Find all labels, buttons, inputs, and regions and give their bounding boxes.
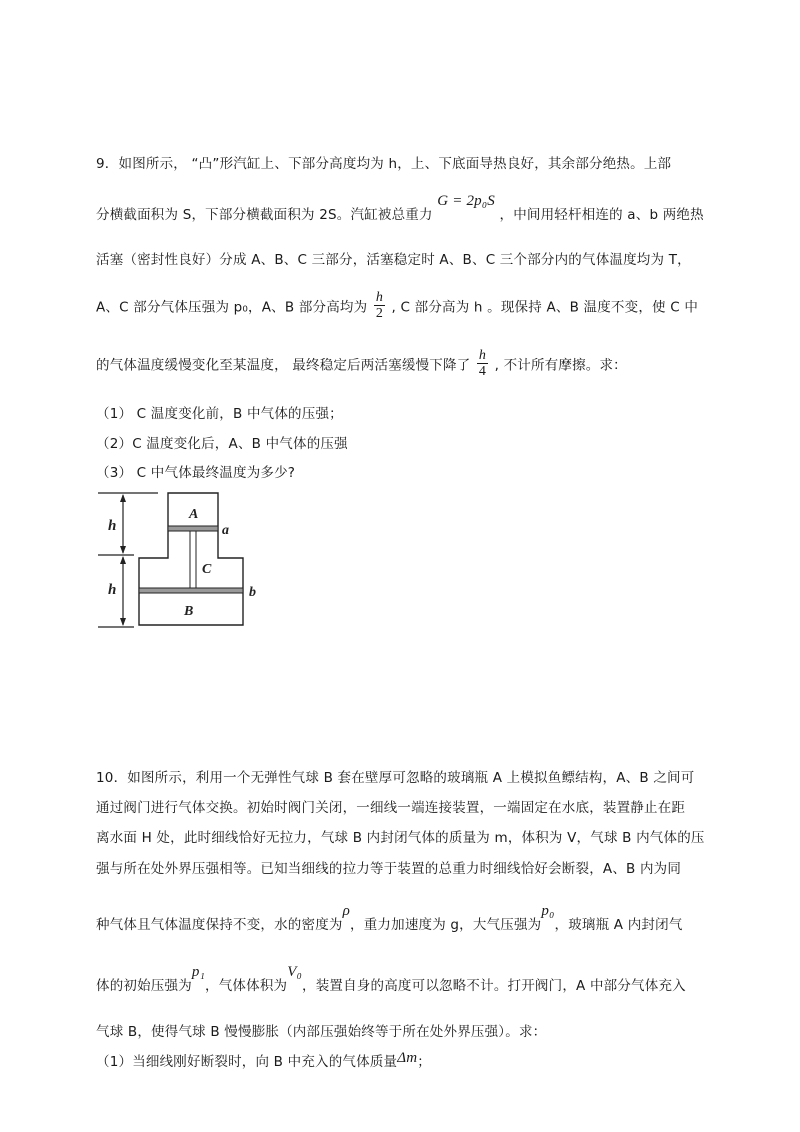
label-a: a (222, 523, 229, 538)
atmospheric-pressure-symbol: p₀ (541, 903, 555, 919)
fraction-numerator: h (478, 348, 487, 363)
initial-pressure-symbol: p₁ (191, 964, 206, 980)
q10-line-3: 离水面 H 处，此时细线恰好无拉力，气球 B 内封闭气体的质量为 m，体积为 V，气球 B 内气体的压 (96, 830, 705, 846)
arrow-head (120, 494, 126, 502)
q10-line-5 (96, 903, 683, 934)
q10-subquestion-1 (96, 1050, 431, 1071)
q9-line-5a: 的气体温度缓慢变化至某温度， 最终稳定后两活塞缓慢下降了 (96, 357, 471, 374)
q9-subquestion-3: （3） C 中气体最终温度为多少? (96, 465, 296, 481)
q10-line-6a: 体的初始压强为 (96, 978, 192, 994)
delta-m-symbol: Δm (397, 1050, 418, 1066)
q9-line-3: 活塞（密封性良好）分成 A、B、C 三部分，活塞稳定时 A、B、C 三个部分内的气体温度均为 T， (96, 252, 691, 268)
dim-label-bottom: h (108, 582, 117, 598)
q10-line-6b: ，气体体积为 (205, 978, 288, 994)
q10-line-1: 10．如图所示，利用一个无弹性气球 B 套在壁厚可忽略的玻璃瓶 A 上模拟鱼鳔结构，A、B 之间可 (96, 770, 695, 786)
q10-line-7: 气球 B，使得气球 B 慢慢膨胀（内部压强始终等于所在处外界压强）。求： (96, 1024, 547, 1040)
q10-line-5b: ，重力加速度为 g，大气压强为 (350, 917, 542, 933)
q9-subquestion-2: （2）C 温度变化后，A、B 中气体的压强 (96, 436, 348, 452)
q9-line-2b: ，中间用轻杆相连的 a、b 两绝热 (499, 207, 704, 223)
cylinder-diagram (96, 490, 276, 630)
q9-subquestion-1: （1） C 温度变化前，B 中气体的压强； (96, 406, 343, 422)
initial-volume-symbol: V₀ (287, 964, 303, 980)
arrow-head (120, 618, 126, 626)
gravity-formula: G = 2p₀S (437, 193, 495, 209)
arrow-head (120, 556, 126, 564)
q10-subquestion-1b: ； (417, 1054, 431, 1070)
arrow-head (120, 546, 126, 554)
fraction-denominator: 4 (478, 364, 487, 379)
q10-line-2: 通过阀门进行气体交换。初始时阀门关闭，一细线一端连接装置，一端固定在水底，装置静止在距 (96, 800, 686, 816)
piston-a (168, 526, 218, 531)
q9-line-4 (96, 290, 698, 321)
q9-line-4b: , C 部分高为 h 。现保持 A、B 温度不变，使 C 中 (391, 299, 699, 316)
q9-line-2a: 分横截面积为 S，下部分横截面积为 2S。汽缸被总重力 (96, 207, 433, 223)
q9-line-4a: A、C 部分气体压强为 p₀，A、B 部分高均为 (96, 299, 368, 316)
label-B: B (184, 604, 194, 619)
q9-line-2 (96, 193, 704, 224)
q10-line-6 (96, 964, 686, 995)
q10-line-4: 强与所在处外界压强相等。已知当细线的拉力等于装置的总重力时细线恰好会断裂，A、B 内为同 (96, 861, 682, 877)
dim-label-top: h (108, 518, 117, 534)
fraction-numerator: h (375, 290, 384, 305)
piston-b (139, 588, 243, 593)
q10-line-6c: ，装置自身的高度可以忽略不计。打开阀门，A 中部分气体充入 (302, 978, 686, 994)
label-C: C (202, 562, 212, 577)
label-A: A (189, 507, 199, 522)
q9-line-5 (96, 348, 627, 379)
density-symbol: ρ (342, 903, 351, 919)
fraction-h-over-4 (477, 348, 488, 379)
q9-line-5b: , 不计所有摩擦。求： (494, 357, 627, 374)
fraction-denominator: 2 (375, 306, 384, 321)
q10-line-5a: 种气体且气体温度保持不变，水的密度为 (96, 917, 343, 933)
q10-line-5c: ，玻璃瓶 A 内封闭气 (554, 917, 683, 933)
label-b: b (249, 585, 256, 600)
q10-subquestion-1a: （1）当细线刚好断裂时，向 B 中充入的气体质量 (96, 1054, 398, 1070)
connecting-rod (190, 531, 196, 588)
q9-line-1: 9．如图所示， “凸”形汽缸上、下部分高度均为 h，上、下底面导热良好，其余部分绝热。上部 (96, 156, 672, 172)
fraction-h-over-2 (374, 290, 385, 321)
